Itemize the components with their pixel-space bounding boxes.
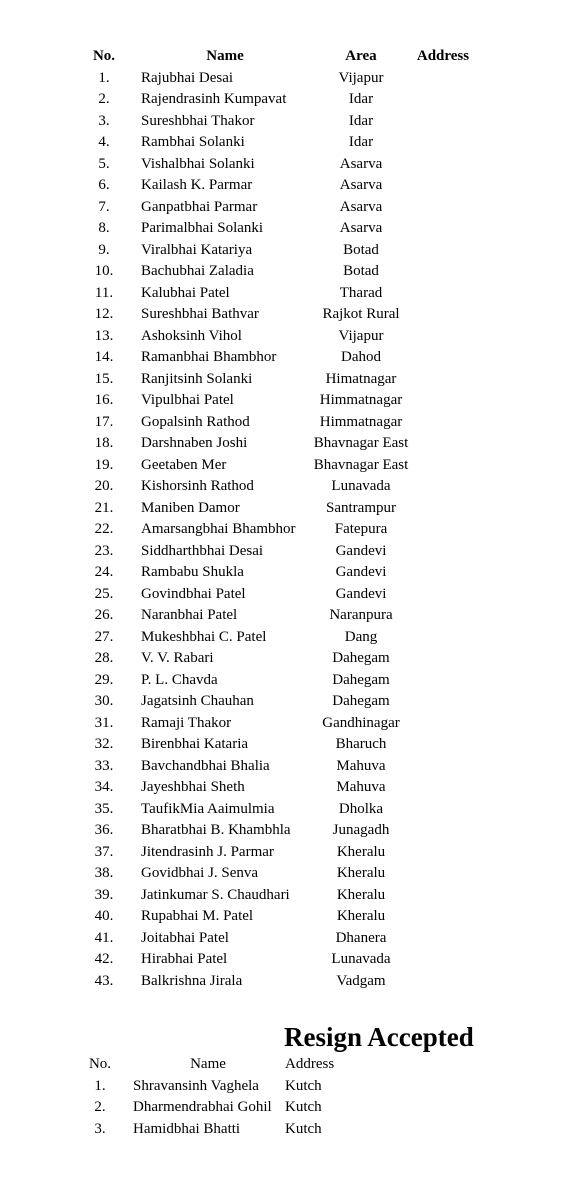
member-name: V. V. Rabari bbox=[141, 650, 214, 666]
row-number: 20. bbox=[94, 478, 114, 494]
member-area: Asarva bbox=[339, 198, 383, 215]
row-number: 16. bbox=[94, 392, 114, 408]
member-area: Asarva bbox=[339, 177, 383, 193]
table-row bbox=[0, 498, 587, 520]
member-name: Amarsangbhai Bhambhor bbox=[141, 521, 296, 537]
resign-accepted-heading: Resign Accepted bbox=[284, 1022, 474, 1052]
member-name: Rajubhai Desai bbox=[141, 69, 234, 86]
member-area: Lunavada bbox=[331, 478, 391, 494]
table-row bbox=[0, 1097, 587, 1119]
row-number: 8. bbox=[98, 220, 110, 236]
member-area: Bharuch bbox=[335, 736, 387, 752]
table-row bbox=[0, 218, 587, 240]
member-area: Himmatnagar bbox=[319, 392, 403, 408]
table-row bbox=[0, 627, 587, 649]
member-name: Govidbhai J. Senva bbox=[141, 865, 259, 881]
row-number: 27. bbox=[94, 628, 114, 645]
resign-header-address: Address bbox=[285, 1056, 335, 1072]
member-area: Dahod bbox=[341, 349, 381, 365]
member-area: Kheralu bbox=[336, 865, 386, 881]
row-number: 26. bbox=[94, 607, 114, 623]
member-name: Jitendrasinh J. Parmar bbox=[141, 843, 274, 860]
row-number: 15. bbox=[94, 370, 114, 387]
member-name: Kalubhai Patel bbox=[141, 284, 230, 301]
table-row bbox=[0, 756, 587, 778]
table-row bbox=[0, 820, 587, 842]
member-area: Dahegam bbox=[332, 671, 390, 688]
member-area: Asarva bbox=[339, 220, 383, 236]
table-row bbox=[0, 713, 587, 735]
row-number: 41. bbox=[94, 929, 114, 946]
header-area: Area bbox=[345, 48, 377, 64]
member-address: Kutch bbox=[285, 1121, 322, 1138]
table-row bbox=[0, 777, 587, 799]
table-row bbox=[0, 584, 587, 606]
member-name: Bharatbhai B. Khambhla bbox=[141, 822, 291, 838]
table-row bbox=[0, 562, 587, 584]
member-name: P. L. Chavda bbox=[141, 671, 218, 688]
member-name: Vishalbhai Solanki bbox=[141, 155, 255, 172]
row-number: 30. bbox=[94, 693, 114, 709]
member-name: Govindbhai Patel bbox=[141, 585, 246, 602]
member-area: Kheralu bbox=[336, 843, 386, 860]
table-row bbox=[0, 949, 587, 971]
member-area: Kheralu bbox=[336, 886, 386, 903]
resign-header-no: No. bbox=[88, 1056, 112, 1072]
member-area: Vadgam bbox=[336, 972, 386, 989]
member-name: Darshnaben Joshi bbox=[141, 435, 248, 451]
row-number: 36. bbox=[94, 822, 114, 838]
resign-header-name: Name bbox=[190, 1056, 226, 1072]
table-row bbox=[0, 971, 587, 993]
member-area: Idar bbox=[348, 134, 374, 150]
member-name: Kailash K. Parmar bbox=[141, 177, 253, 193]
row-number: 9. bbox=[98, 241, 110, 258]
member-name: Sureshbhai Bathvar bbox=[141, 306, 259, 322]
member-name: Gopalsinh Rathod bbox=[141, 413, 250, 430]
table-row bbox=[0, 885, 587, 907]
row-number: 6. bbox=[98, 177, 110, 193]
table-row bbox=[0, 691, 587, 713]
member-name: Jagatsinh Chauhan bbox=[141, 693, 254, 709]
member-name: Geetaben Mer bbox=[141, 456, 227, 473]
row-number: 2. bbox=[98, 91, 110, 107]
member-area: Tharad bbox=[339, 284, 383, 301]
member-name: Bavchandbhai Bhalia bbox=[141, 757, 270, 774]
member-name: Hamidbhai Bhatti bbox=[133, 1121, 241, 1138]
member-area: Botad bbox=[343, 241, 379, 258]
member-name: Balkrishna Jirala bbox=[141, 972, 243, 989]
member-name: Jayeshbhai Sheth bbox=[141, 779, 245, 795]
table-row bbox=[0, 175, 587, 197]
header-name: Name bbox=[206, 48, 244, 64]
table-row bbox=[0, 842, 587, 864]
table-row bbox=[0, 369, 587, 391]
table-row bbox=[0, 111, 587, 133]
row-number: 11. bbox=[94, 284, 114, 301]
table-row bbox=[0, 648, 587, 670]
member-area: Kheralu bbox=[336, 908, 386, 924]
member-name: Jatinkumar S. Chaudhari bbox=[141, 886, 290, 903]
row-number: 5. bbox=[98, 155, 110, 172]
member-name: Siddharthbhai Desai bbox=[141, 542, 264, 559]
row-number: 3. bbox=[94, 1121, 106, 1138]
member-area: Vijapur bbox=[338, 327, 384, 344]
table-row bbox=[0, 304, 587, 326]
member-name: Parimalbhai Solanki bbox=[141, 220, 264, 236]
table-row bbox=[0, 928, 587, 950]
member-name: Sureshbhai Thakor bbox=[141, 112, 255, 129]
table-row bbox=[0, 734, 587, 756]
table-row bbox=[0, 863, 587, 885]
member-name: Rupabhai M. Patel bbox=[141, 908, 254, 924]
member-area: Idar bbox=[348, 112, 374, 129]
table-row bbox=[0, 390, 587, 412]
row-number: 25. bbox=[94, 585, 114, 602]
resign-table bbox=[0, 1054, 587, 1141]
table-row bbox=[0, 1119, 587, 1141]
member-area: Botad bbox=[343, 263, 379, 279]
row-number: 32. bbox=[94, 736, 114, 752]
member-area: Mahuva bbox=[336, 779, 386, 795]
member-name: TaufikMia Aaimulmia bbox=[141, 800, 275, 817]
row-number: 39. bbox=[94, 886, 114, 903]
member-area: Dang bbox=[344, 628, 378, 645]
member-area: Dhanera bbox=[335, 929, 387, 946]
row-number: 13. bbox=[94, 327, 114, 344]
row-number: 21. bbox=[94, 499, 114, 516]
table-row bbox=[0, 433, 587, 455]
table-row bbox=[0, 670, 587, 692]
table-body bbox=[0, 68, 587, 993]
row-number: 1. bbox=[94, 1077, 106, 1094]
member-area: Dholka bbox=[338, 800, 384, 817]
member-area: Himatnagar bbox=[325, 370, 397, 387]
members-table bbox=[0, 46, 587, 992]
member-name: Viralbhai Katariya bbox=[141, 241, 253, 258]
table-row bbox=[0, 605, 587, 627]
table-row bbox=[0, 283, 587, 305]
member-name: Hirabhai Patel bbox=[141, 951, 228, 967]
table-row bbox=[0, 799, 587, 821]
member-area: Santrampur bbox=[326, 499, 396, 516]
member-area: Gandevi bbox=[335, 585, 387, 602]
row-number: 2. bbox=[94, 1099, 106, 1116]
row-number: 10. bbox=[94, 263, 114, 279]
member-area: Dahegam bbox=[332, 693, 390, 709]
row-number: 4. bbox=[98, 134, 110, 150]
table-row bbox=[0, 154, 587, 176]
member-name: Bachubhai Zaladia bbox=[141, 263, 254, 279]
header-no: No. bbox=[92, 48, 116, 64]
table-row bbox=[0, 1076, 587, 1098]
member-name: Ranjitsinh Solanki bbox=[141, 370, 253, 387]
table-row bbox=[0, 412, 587, 434]
member-name: Shravansinh Vaghela bbox=[133, 1077, 259, 1094]
table-header bbox=[0, 46, 587, 68]
member-area: Himmatnagar bbox=[319, 413, 403, 430]
member-name: Ramaji Thakor bbox=[141, 714, 232, 731]
row-number: 7. bbox=[98, 198, 110, 215]
member-area: Vijapur bbox=[338, 69, 384, 86]
member-area: Bhavnagar East bbox=[313, 435, 409, 451]
row-number: 43. bbox=[94, 972, 114, 989]
table-row bbox=[0, 347, 587, 369]
row-number: 35. bbox=[94, 800, 114, 817]
table-row bbox=[0, 476, 587, 498]
row-number: 17. bbox=[94, 413, 114, 430]
row-number: 28. bbox=[94, 650, 114, 666]
member-area: Asarva bbox=[339, 155, 383, 172]
member-name: Joitabhai Patel bbox=[141, 929, 229, 946]
row-number: 29. bbox=[94, 671, 114, 688]
row-number: 40. bbox=[94, 908, 114, 924]
row-number: 24. bbox=[94, 564, 114, 580]
member-area: Gandevi bbox=[335, 564, 387, 580]
table-row bbox=[0, 541, 587, 563]
table-row bbox=[0, 132, 587, 154]
member-area: Rajkot Rural bbox=[322, 306, 400, 322]
table-row bbox=[0, 455, 587, 477]
table-row bbox=[0, 197, 587, 219]
row-number: 34. bbox=[94, 779, 114, 795]
member-name: Rambhai Solanki bbox=[141, 134, 245, 150]
row-number: 23. bbox=[94, 542, 114, 559]
member-name: Kishorsinh Rathod bbox=[141, 478, 254, 494]
member-area: Fatepura bbox=[334, 521, 388, 537]
member-area: Idar bbox=[348, 91, 374, 107]
table-row bbox=[0, 68, 587, 90]
member-name: Ganpatbhai Parmar bbox=[141, 198, 258, 215]
member-name: Ramanbhai Bhambhor bbox=[141, 349, 277, 365]
row-number: 37. bbox=[94, 843, 114, 860]
row-number: 22. bbox=[94, 521, 114, 537]
row-number: 3. bbox=[98, 112, 110, 129]
member-area: Mahuva bbox=[336, 757, 386, 774]
header-address: Address bbox=[416, 48, 470, 64]
row-number: 19. bbox=[94, 456, 114, 473]
member-name: Naranbhai Patel bbox=[141, 607, 238, 623]
member-name: Rajendrasinh Kumpavat bbox=[141, 91, 287, 107]
table-row bbox=[0, 261, 587, 283]
row-number: 14. bbox=[94, 349, 114, 365]
row-number: 12. bbox=[94, 306, 114, 322]
member-address: Kutch bbox=[285, 1077, 322, 1094]
member-area: Lunavada bbox=[331, 951, 391, 967]
table-row bbox=[0, 89, 587, 111]
member-name: Birenbhai Kataria bbox=[141, 736, 249, 752]
resign-table-body bbox=[0, 1076, 587, 1141]
row-number: 18. bbox=[94, 435, 114, 451]
row-number: 31. bbox=[94, 714, 114, 731]
row-number: 42. bbox=[94, 951, 114, 967]
member-area: Dahegam bbox=[332, 650, 390, 666]
member-area: Gandhinagar bbox=[322, 714, 400, 731]
member-name: Vipulbhai Patel bbox=[141, 392, 234, 408]
member-name: Mukeshbhai C. Patel bbox=[141, 628, 267, 645]
table-row bbox=[0, 240, 587, 262]
table-row bbox=[0, 326, 587, 348]
row-number: 38. bbox=[94, 865, 114, 881]
member-area: Naranpura bbox=[329, 607, 393, 623]
member-name: Rambabu Shukla bbox=[141, 564, 244, 580]
row-number: 1. bbox=[98, 69, 110, 86]
member-area: Junagadh bbox=[332, 822, 390, 838]
member-area: Gandevi bbox=[335, 542, 387, 559]
table-row bbox=[0, 519, 587, 541]
member-name: Maniben Damor bbox=[141, 499, 240, 516]
member-name: Ashoksinh Vihol bbox=[141, 327, 242, 344]
row-number: 33. bbox=[94, 757, 114, 774]
member-area: Bhavnagar East bbox=[313, 456, 409, 473]
table-row bbox=[0, 906, 587, 928]
member-address: Kutch bbox=[285, 1099, 322, 1116]
resign-table-header bbox=[0, 1054, 587, 1076]
member-name: Dharmendrabhai Gohil bbox=[133, 1099, 272, 1116]
